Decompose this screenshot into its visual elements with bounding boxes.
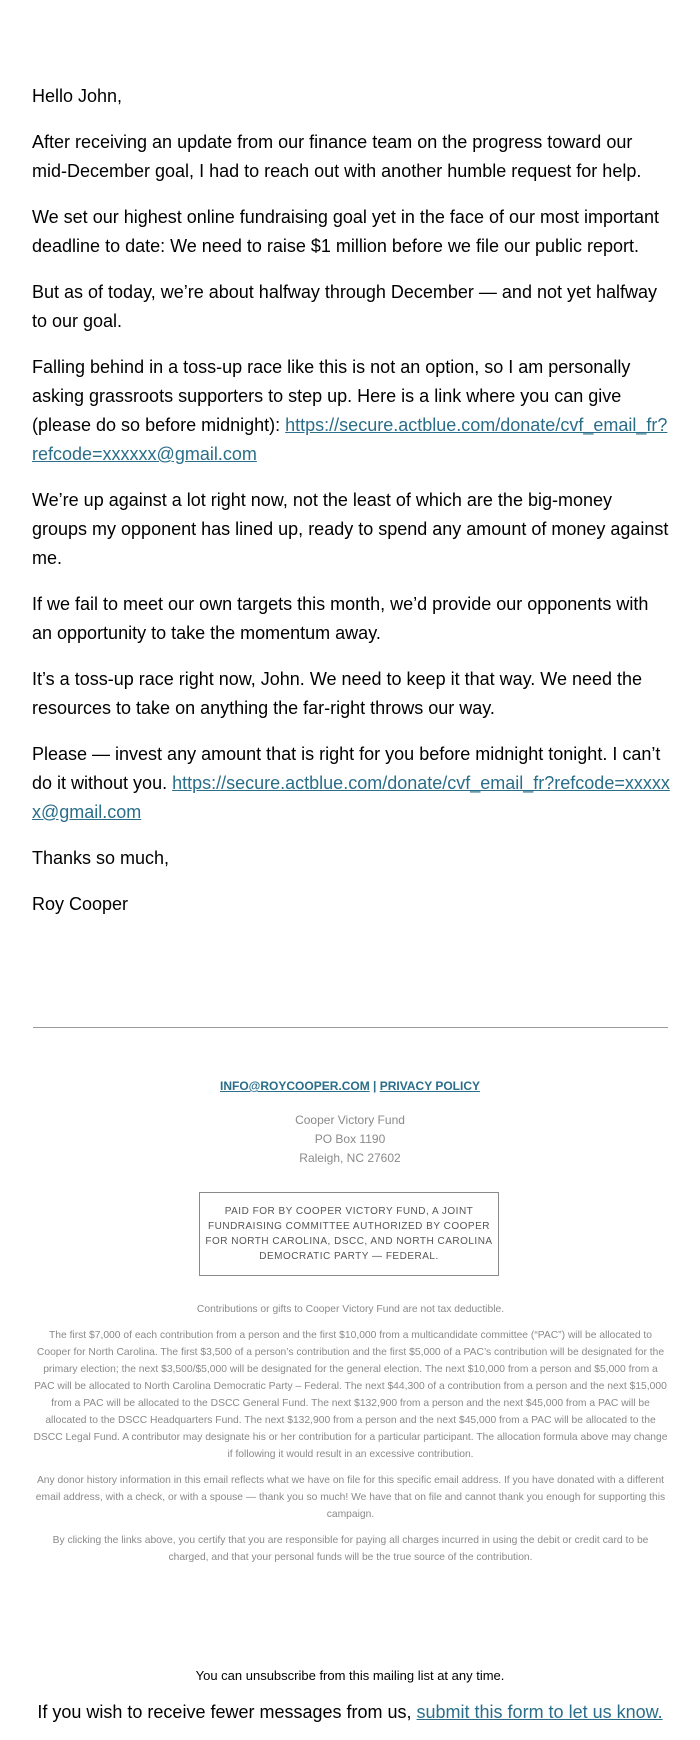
fewer-messages-text: If you wish to receive fewer messages from us, [37,1702,417,1722]
donate-link-2[interactable]: https://secure.actblue.com/donate/cvf_email_fr?refcode=xxxxxx@gmail.com [32,773,670,822]
paragraph-7: It’s a toss-up race right now, John. We need to keep it that way. We need the resources to take on anything the far-right throws our way. [32,669,643,718]
link-separator: | [373,1079,377,1093]
donate-link-1[interactable]: https://secure.actblue.com/donate/cvf_email_fr?refcode=xxxxxx@gmail.com [32,415,668,464]
paragraph-1: After receiving an update from our finance team on the progress toward our mid-December goal, I had to reach out with another humble request for help. [32,132,642,181]
closing: Thanks so much, [32,848,170,868]
disclaimers [33,1301,668,1575]
paid-for-box [199,1192,499,1276]
preferences-form-link[interactable]: submit this form to let us know. [416,1702,663,1722]
paragraph-2: We set our highest online fundraising goal yet in the face of our most important deadline to date: We need to raise $1 million before we file our public report. [32,207,660,256]
tax-note: Contributions or gifts to Cooper Victory Fund are not tax deductible. [196,1304,505,1315]
email-contact-link[interactable]: INFO@ROYCOOPER.COM [219,1079,370,1093]
address-line-1: Cooper Victory Fund [295,1113,405,1127]
address-line-3: Raleigh, NC 27602 [299,1151,401,1165]
footer-links [0,1079,700,1093]
unsubscribe-note: You can unsubscribe from this mailing list at any time. [195,1668,505,1683]
donor-history-note: Any donor history information in this email reflects what we have on file for this specific email address. If you have donated with a different email address, with a check, or with a spouse — thank you so much! We have that on file and cannot thank you enough for supporting this campaign. [35,1475,666,1520]
address-line-2: PO Box 1190 [314,1132,386,1146]
paragraph-8 [32,740,672,827]
signature: Roy Cooper [32,894,129,914]
email-body [32,82,672,936]
paragraph-4-text: Falling behind in a toss-up race like this is not an option, so I am personally asking grassroots supporters to step up. Here is a link where you can give (please do so before midnight): [32,357,631,435]
greeting: Hello John, [32,86,123,106]
paid-for-text: PAID FOR BY COOPER VICTORY FUND, A JOINT FUNDRAISING COMMITTEE AUTHORIZED BY COOPER FOR NORTH CAROLINA, DSCC, AND NORTH CAROLINA DEMOCRATIC PARTY — FEDERAL. [205,1206,493,1262]
fewer-messages-line [0,1702,700,1723]
footer-divider [33,1027,668,1028]
paragraph-6: If we fail to meet our own targets this month, we’d provide our opponents with an opportunity to take the momentum away. [32,594,649,643]
mailing-address [0,1111,700,1168]
allocation-note: The first $7,000 of each contribution from a person and the first $10,000 from a multicandidate committee (“PAC”) will be allocated to Cooper for North Carolina. The first $3,500 of a person’s contribution and the first $5,000 of a PAC’s contribution will be designated for the primary election; the next $3,500/$5,000 will be designated for the general election. The next $10,000 from a person and $5,000 from a PAC will be allocated to North Carolina Democratic Party – Federal. The next $44,300 of a contribution from a person and the next $15,000 from a PAC will be allocated to the DSCC General Fund. The next $132,900 from a person and the next $45,000 from a PAC will be allocated to the DSCC Headquarters Fund. The next $132,900 from a person and the next $45,000 from a PAC will be allocated to the DSCC Legal Fund. A contributor may designate his or her contribution for a particular participant. The allocation formula above may change if following it would result in an excessive contribution. [33,1330,668,1460]
paragraph-3: But as of today, we’re about halfway through December — and not yet halfway to our goal. [32,282,658,331]
paragraph-4 [32,353,672,469]
paragraph-8-text: Please — invest any amount that is right for you before midnight tonight. I can’t do it without you. [32,744,661,793]
certify-note: By clicking the links above, you certify that you are responsible for paying all charges incurred in using the debit or credit card to be charged, and that your personal funds will be the true source of the contribution. [52,1535,649,1563]
privacy-policy-link[interactable]: PRIVACY POLICY [379,1079,480,1093]
paragraph-5: We’re up against a lot right now, not the least of which are the big-money groups my opponent has lined up, ready to spend any amount of money against me. [32,490,669,568]
